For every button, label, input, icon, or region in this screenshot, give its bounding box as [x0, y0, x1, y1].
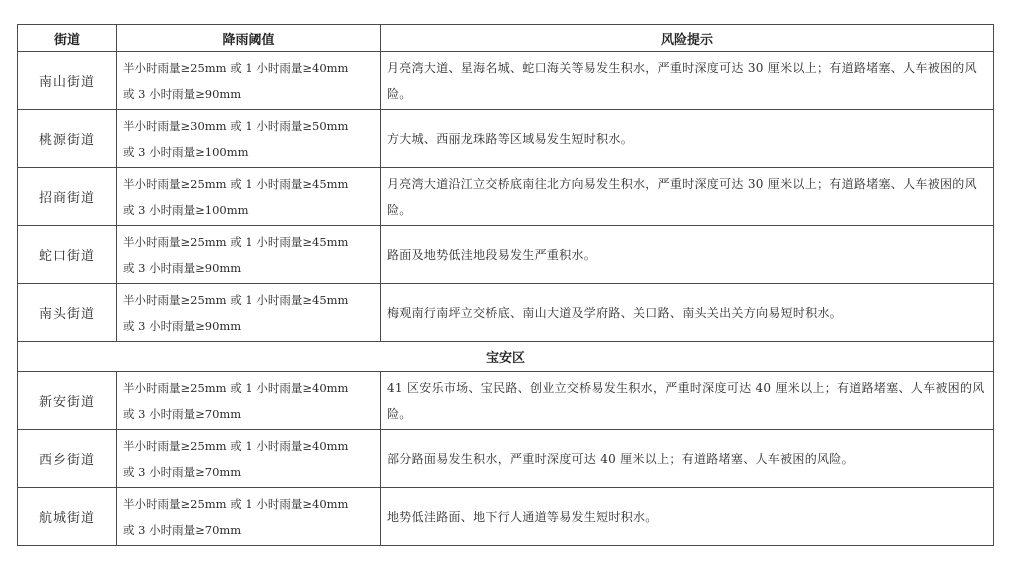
table-header-row: [18, 25, 994, 52]
threshold-line: 或 3 小时雨量≥70mm: [123, 406, 242, 421]
table-row: [18, 52, 994, 110]
threshold-line: 或 3 小时雨量≥90mm: [123, 260, 242, 275]
rainfall-threshold: [117, 430, 381, 488]
rainfall-threshold: [117, 488, 381, 546]
street-name: 南头街道: [18, 284, 117, 342]
street-name: 招商街道: [18, 168, 117, 226]
table-row: [18, 226, 994, 284]
threshold-line: 半小时雨量≥25mm 或 1 小时雨量≥40mm: [123, 380, 349, 395]
threshold-line: 半小时雨量≥25mm 或 1 小时雨量≥40mm: [123, 438, 349, 453]
table-row: [18, 372, 994, 430]
risk-note: 41 区安乐市场、宝民路、创业立交桥易发生积水，严重时深度可达 40 厘米以上；有道路堵塞、人车被困的风险。: [381, 372, 994, 430]
district-header-row: [18, 342, 994, 372]
risk-note: 部分路面易发生积水，严重时深度可达 40 厘米以上；有道路堵塞、人车被困的风险。: [381, 430, 994, 488]
rainfall-risk-table: [17, 24, 994, 546]
header-risk: 风险提示: [381, 25, 994, 52]
rainfall-threshold: [117, 372, 381, 430]
risk-note: 地势低洼路面、地下行人通道等易发生短时积水。: [381, 488, 994, 546]
rainfall-threshold: [117, 284, 381, 342]
threshold-line: 半小时雨量≥25mm 或 1 小时雨量≥40mm: [123, 496, 349, 511]
table-row: [18, 168, 994, 226]
street-name: 南山街道: [18, 52, 117, 110]
header-street: 街道: [18, 25, 117, 52]
street-name: 航城街道: [18, 488, 117, 546]
risk-note: 路面及地势低洼地段易发生严重积水。: [381, 226, 994, 284]
street-name: 新安街道: [18, 372, 117, 430]
table-row: [18, 488, 994, 546]
threshold-line: 半小时雨量≥25mm 或 1 小时雨量≥45mm: [123, 176, 349, 191]
threshold-line: 或 3 小时雨量≥90mm: [123, 318, 242, 333]
rainfall-threshold: [117, 226, 381, 284]
rainfall-threshold: [117, 52, 381, 110]
threshold-line: 或 3 小时雨量≥100mm: [123, 202, 249, 217]
street-name: 西乡街道: [18, 430, 117, 488]
risk-note: 月亮湾大道沿江立交桥底南往北方向易发生积水，严重时深度可达 30 厘米以上；有道路堵塞、人车被困的风险。: [381, 168, 994, 226]
rainfall-threshold: [117, 168, 381, 226]
district-name: 宝安区: [18, 342, 994, 372]
threshold-line: 或 3 小时雨量≥70mm: [123, 464, 242, 479]
threshold-line: 或 3 小时雨量≥100mm: [123, 144, 249, 159]
threshold-line: 或 3 小时雨量≥70mm: [123, 522, 242, 537]
street-name: 蛇口街道: [18, 226, 117, 284]
risk-note: 方大城、西丽龙珠路等区域易发生短时积水。: [381, 110, 994, 168]
threshold-line: 半小时雨量≥25mm 或 1 小时雨量≥45mm: [123, 234, 349, 249]
table-row: [18, 430, 994, 488]
threshold-line: 半小时雨量≥25mm 或 1 小时雨量≥40mm: [123, 60, 349, 75]
header-threshold: 降雨阈值: [117, 25, 381, 52]
risk-note: 月亮湾大道、星海名城、蛇口海关等易发生积水，严重时深度可达 30 厘米以上；有道路堵塞、人车被困的风险。: [381, 52, 994, 110]
street-name: 桃源街道: [18, 110, 117, 168]
threshold-line: 半小时雨量≥30mm 或 1 小时雨量≥50mm: [123, 118, 349, 133]
threshold-line: 半小时雨量≥25mm 或 1 小时雨量≥45mm: [123, 292, 349, 307]
table-row: [18, 284, 994, 342]
threshold-line: 或 3 小时雨量≥90mm: [123, 86, 242, 101]
rainfall-threshold: [117, 110, 381, 168]
table-row: [18, 110, 994, 168]
risk-note: 梅观南行南坪立交桥底、南山大道及学府路、关口路、南头关出关方向易短时积水。: [381, 284, 994, 342]
